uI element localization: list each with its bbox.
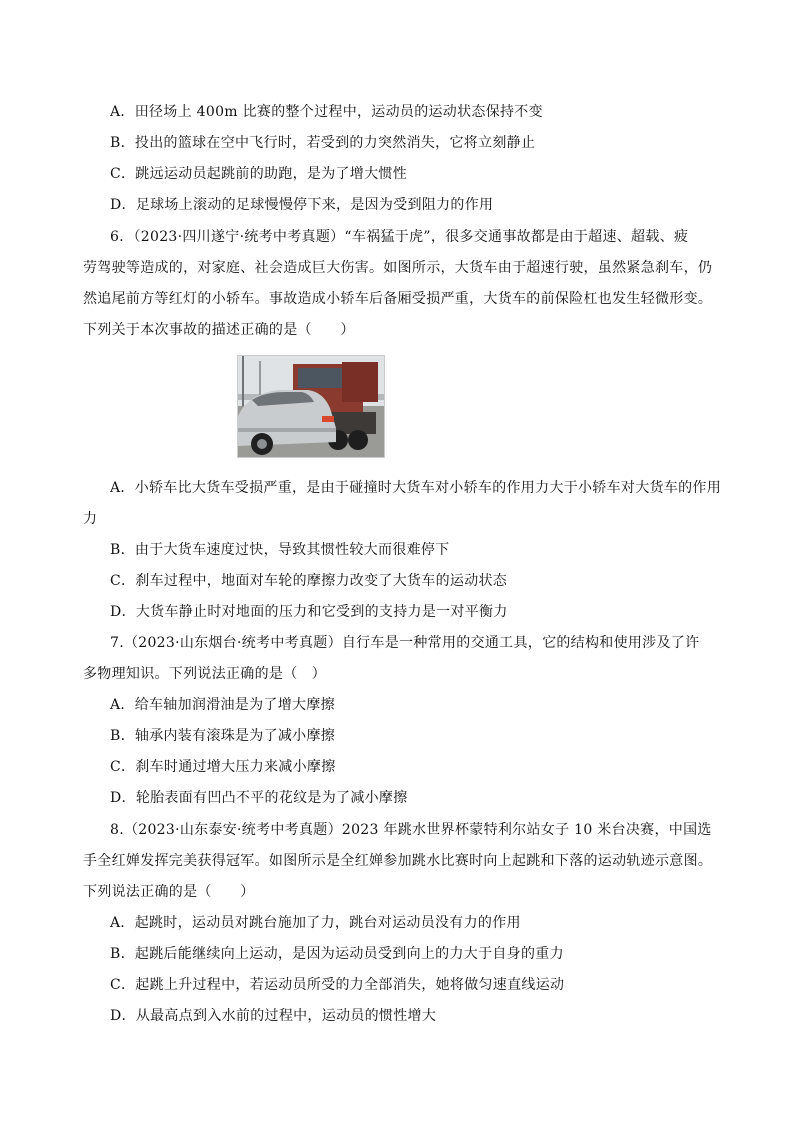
q6-stem-line-4: 下列关于本次事故的描述正确的是（ ）	[83, 322, 355, 338]
q7-stem-line-2: 多物理知识。下列说法正确的是（ ）	[83, 666, 327, 682]
q7-option-b: B．轴承内装有滚珠是为了减小摩擦	[110, 728, 336, 744]
q6-stem-line-2: 劳驾驶等造成的，对家庭、社会造成巨大伤害。如图所示，大货车由于超速行驶，虽然紧急刹车，仍	[83, 260, 713, 276]
q8-option-d: D．从最高点到入水前的过程中，运动员的惯性增大	[110, 1008, 437, 1024]
q6-option-a: A．小轿车比大货车受损严重，是由于碰撞时大货车对小轿车的作用力大于小轿车对大货车的作用	[110, 480, 722, 496]
q6-stem-line-3: 然追尾前方等红灯的小轿车。事故造成小轿车后备厢受损严重，大货车的前保险杠也发生轻微形变。	[83, 291, 713, 307]
q5-option-a: A．田径场上 400m 比赛的整个过程中，运动员的运动状态保持不变	[110, 104, 543, 120]
q8-stem-line-3: 下列说法正确的是（ ）	[83, 884, 255, 900]
q8-option-c: C．起跳上升过程中，若运动员所受的力全部消失，她将做匀速直线运动	[110, 977, 565, 993]
q6-option-d: D．大货车静止时对地面的压力和它受到的支持力是一对平衡力	[110, 604, 508, 620]
q8-stem-line-2: 手全红婵发挥完美获得冠军。如图所示是全红婵参加跳水比赛时向上起跳和下落的运动轨迹示意图。	[83, 853, 713, 869]
q5-option-c: C．跳远运动员起跳前的助跑，是为了增大惯性	[110, 166, 408, 182]
q7-option-d: D．轮胎表面有凹凸不平的花纹是为了减小摩擦	[110, 790, 408, 806]
accident-photo	[237, 355, 385, 458]
q8-option-b: B．起跳后能继续向上运动，是因为运动员受到向上的力大于自身的重力	[110, 946, 564, 962]
q6-option-b: B．由于大货车速度过快，导致其惯性较大而很难停下	[110, 542, 450, 558]
q5-option-d: D．足球场上滚动的足球慢慢停下来，是因为受到阻力的作用	[110, 197, 494, 213]
q7-stem-line-1: 7.（2023·山东烟台·统考中考真题）自行车是一种常用的交通工具，它的结构和使用涉及了许	[110, 635, 700, 651]
q8-stem-line-1: 8.（2023·山东泰安·统考中考真题）2023 年跳水世界杯蒙特利尔站女子 10 米台决赛，中国选	[110, 822, 712, 838]
q7-option-c: C．刹车时通过增大压力来减小摩擦	[110, 759, 336, 775]
q6-option-c: C．刹车过程中，地面对车轮的摩擦力改变了大货车的运动状态	[110, 573, 508, 589]
q6-option-a-continued: 力	[83, 511, 98, 527]
q7-option-a: A．给车轴加润滑油是为了增大摩擦	[110, 697, 335, 713]
q8-option-a: A．起跳时，运动员对跳台施加了力，跳台对运动员没有力的作用	[110, 915, 521, 931]
q5-option-b: B．投出的篮球在空中飞行时，若受到的力突然消失，它将立刻静止	[110, 135, 536, 151]
q6-stem-line-1: 6．（2023·四川遂宁·统考中考真题）“车祸猛于虎”，很多交通事故都是由于超速、超载、疲	[110, 229, 689, 245]
